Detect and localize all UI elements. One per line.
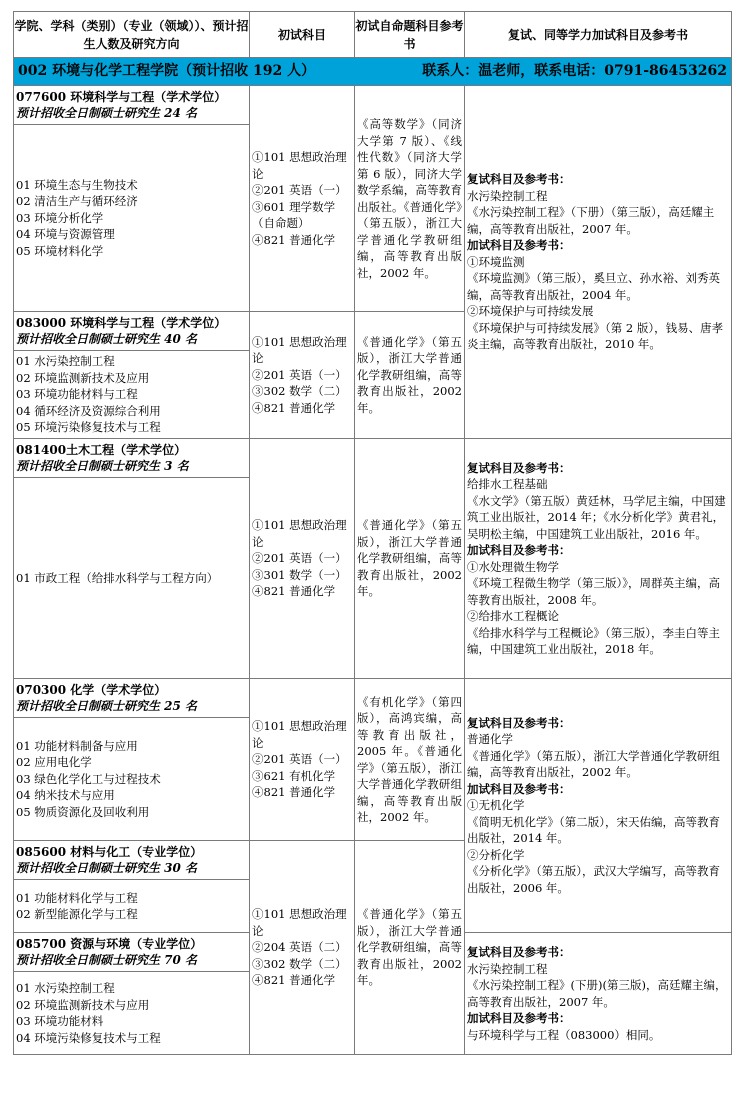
subject-item: ③302 数学（二） — [252, 384, 347, 399]
college-title: 002 环境与化学工程学院（预计招收 192 人） — [18, 63, 316, 79]
exam-subjects — [250, 439, 355, 679]
subject-item: ③302 数学（二） — [252, 956, 347, 971]
college-contact: 联系人：温老师，联系电话：0791-86453262 — [422, 63, 727, 79]
direction-item: 03 环境功能材料与工程 — [16, 387, 138, 402]
subject-item: ④821 普通化学 — [252, 400, 336, 415]
retest-block — [465, 439, 732, 679]
subject-item: ①101 思想政治理论 — [252, 719, 347, 750]
major-head-row — [14, 679, 732, 718]
retest-line: 水污染控制工程 — [467, 961, 548, 976]
retest-line: 《给排水科学与工程概论》（第三版），李圭白等主编，中国建筑工业出版社，2018 年。 — [467, 625, 720, 656]
retest-line: 给排水工程基础 — [467, 477, 548, 491]
direction-item: 04 纳米技术与应用 — [16, 788, 115, 803]
retest-heading: 加试科目及参考书： — [467, 238, 571, 253]
subject-item: ④821 普通化学 — [252, 584, 336, 599]
major-header — [14, 933, 250, 972]
major-name: 077600 环境科学与工程（学术学位） — [16, 89, 227, 104]
retest-block — [465, 679, 732, 933]
direction-item: 04 循环经济及资源综合利用 — [16, 403, 161, 418]
enrollment-plan: 预计招收全日制硕士研究生 25 名 — [16, 699, 198, 713]
table-header-row — [14, 12, 732, 58]
retest-line: 《水文学》（第五版）黄廷林，马学尼主编，中国建筑工业出版社，2014 年；《水分析化学》黄君礼，吴明松主编，中国建筑工业出版社，2016 年。 — [467, 493, 726, 541]
direction-item: 01 水污染控制工程 — [16, 981, 115, 995]
retest-line: 《环境工程微生物学（第三版）》，周群英主编，高等教育出版社，2008 年。 — [467, 576, 720, 607]
major-head-row — [14, 439, 732, 478]
exam-subjects — [250, 312, 355, 439]
major-head-row — [14, 86, 732, 125]
direction-item: 03 环境分析化学 — [16, 210, 104, 225]
direction-item: 02 环境监测新技术与应用 — [16, 997, 150, 1012]
enrollment-plan: 预计招收全日制硕士研究生 70 名 — [16, 953, 198, 967]
direction-item: 01 功能材料制备与应用 — [16, 738, 138, 753]
direction-item: 02 应用电化学 — [16, 755, 92, 770]
research-directions — [14, 351, 250, 439]
subject-item: ①101 思想政治理论 — [252, 518, 347, 549]
header-col-retest: 复试、同等学力加试科目及参考书 — [465, 12, 732, 58]
header-col-subjects: 初试科目 — [250, 12, 355, 58]
major-header — [14, 312, 250, 351]
direction-item: 02 清洁生产与循环经济 — [16, 194, 138, 209]
retest-line: 水污染控制工程 — [467, 188, 548, 203]
exam-refbooks: 《高等数学》（同济大学第 7 版）、《线性代数》（同济大学第 6 版），同济大学数学系编，高等教育出版社。《普通化学》（第五版），浙江大学普通化学教研组编，高等教育出版社，2002 年。 — [355, 86, 465, 312]
retest-block — [465, 933, 732, 1055]
retest-line: ①无机化学 — [467, 798, 525, 813]
retest-line: ②给排水工程概论 — [467, 609, 559, 623]
direction-item: 01 环境生态与生物技术 — [16, 177, 138, 192]
exam-refbooks: 《有机化学》（第四版），高鸿宾编，高等教育出版社，2005 年。《普通化学》（第五版），浙江大学普通化学教研组编，高等教育出版社，2002 年。 — [355, 679, 465, 841]
major-header — [14, 439, 250, 478]
research-directions — [14, 478, 250, 679]
subject-item: ④821 普通化学 — [252, 785, 336, 800]
subject-item: ①101 思想政治理论 — [252, 150, 347, 181]
exam-refbooks: 《普通化学》（第五版），浙江大学普通化学教研组编，高等教育出版社，2002 年。 — [355, 439, 465, 679]
research-directions — [14, 125, 250, 312]
research-directions — [14, 972, 250, 1055]
subject-item: ②204 英语（二） — [252, 940, 347, 955]
exam-refbooks: 《普通化学》（第五版），浙江大学普通化学教研组编，高等教育出版社，2002 年。 — [355, 312, 465, 439]
retest-line: ①水处理微生物学 — [467, 559, 559, 574]
enrollment-plan: 预计招收全日制硕士研究生 3 名 — [16, 459, 189, 473]
direction-item: 01 水污染控制工程 — [16, 354, 115, 369]
college-banner — [14, 58, 732, 86]
direction-item: 05 环境材料化学 — [16, 243, 104, 258]
direction-item: 05 环境污染修复技术与工程 — [16, 420, 161, 435]
retest-heading: 复试科目及参考书： — [467, 460, 571, 475]
retest-line: 普通化学 — [467, 732, 513, 747]
research-directions — [14, 718, 250, 841]
subject-item: ②201 英语（一） — [252, 183, 347, 197]
retest-line: ①环境监测 — [467, 254, 525, 269]
retest-line: 《环境监测》（第三版），奚旦立、孙水裕、刘秀英编，高等教育出版社，2004 年。 — [467, 271, 720, 302]
direction-item: 03 绿色化学化工与过程技术 — [16, 771, 161, 786]
direction-item: 04 环境污染修复技术与工程 — [16, 1030, 161, 1045]
retest-line: 《普通化学》（第五版），浙江大学普通化学教研组编，高等教育出版社，2002 年。 — [467, 748, 720, 780]
research-directions — [14, 880, 250, 933]
subject-item: ①101 思想政治理论 — [252, 907, 347, 938]
subject-item: ③601 理学数学（自命题） — [252, 199, 336, 230]
subject-item: ③301 数学（一） — [252, 567, 347, 582]
major-name: 081400土木工程（学术学位） — [16, 442, 187, 457]
retest-line: 与环境科学与工程（083000）相同。 — [467, 1027, 661, 1042]
direction-item: 04 环境与资源管理 — [16, 227, 115, 242]
enrollment-plan: 预计招收全日制硕士研究生 40 名 — [16, 332, 198, 346]
direction-item: 02 环境监测新技术及应用 — [16, 370, 150, 385]
exam-subjects — [250, 679, 355, 841]
exam-subjects — [250, 86, 355, 312]
header-col-refbooks: 初试自命题科目参考书 — [355, 12, 465, 58]
retest-line: 《简明无机化学》（第二版），宋天佑编，高等教育出版社，2014 年。 — [467, 814, 720, 846]
subject-item: ③621 有机化学 — [252, 768, 336, 783]
major-name: 085600 材料与化工（专业学位） — [16, 844, 203, 859]
retest-line: ②分析化学 — [467, 847, 525, 862]
direction-item: 02 新型能源化学与工程 — [16, 907, 138, 921]
direction-item: 01 市政工程（给排水科学与工程方向） — [16, 570, 219, 585]
major-header — [14, 679, 250, 718]
major-name: 070300 化学（学术学位） — [16, 682, 167, 697]
direction-item: 01 功能材料化学与工程 — [16, 890, 138, 905]
exam-refbooks: 《普通化学》（第五版），浙江大学普通化学教研组编，高等教育出版社，2002 年。 — [355, 841, 465, 1055]
exam-subjects — [250, 841, 355, 1055]
retest-block — [465, 86, 732, 439]
retest-line: 《水污染控制工程》（下册）（第三版），高廷耀主编，高等教育出版社，2007 年。 — [467, 205, 715, 236]
major-header — [14, 86, 250, 125]
retest-line: ②环境保护与可持续发展 — [467, 304, 594, 319]
retest-heading: 加试科目及参考书： — [467, 781, 571, 796]
admission-table — [13, 11, 732, 1055]
retest-line: 《水污染控制工程》(下册)(第三版)，高廷耀主编，高等教育出版社，2007 年。 — [467, 978, 727, 1009]
retest-line: 《环境保护与可持续发展》（第 2 版），钱易、唐孝炎主编，高等教育出版社，2010 年。 — [467, 320, 724, 352]
major-name: 083000 环境科学与工程（学术学位） — [16, 315, 227, 330]
subject-item: ④821 普通化学 — [252, 973, 336, 988]
direction-item: 03 环境功能材料 — [16, 1014, 104, 1028]
subject-item: ①101 思想政治理论 — [252, 334, 347, 366]
subject-item: ②201 英语（一） — [252, 367, 347, 382]
major-name: 085700 资源与环境（专业学位） — [16, 936, 203, 951]
major-header — [14, 841, 250, 880]
enrollment-plan: 预计招收全日制硕士研究生 30 名 — [16, 861, 198, 875]
subject-item: ②201 英语（一） — [252, 752, 347, 767]
retest-heading: 复试科目及参考书： — [467, 945, 571, 959]
subject-item: ②201 英语（一） — [252, 551, 347, 566]
retest-heading: 加试科目及参考书： — [467, 1011, 571, 1025]
retest-heading: 加试科目及参考书： — [467, 543, 571, 557]
direction-item: 05 物质资源化及回收利用 — [16, 804, 150, 819]
retest-heading: 复试科目及参考书： — [467, 715, 571, 730]
enrollment-plan: 预计招收全日制硕士研究生 24 名 — [16, 106, 198, 120]
college-row — [14, 58, 732, 86]
header-col-direction: 学院、学科（类别）（专业（领域））、预计招生人数及研究方向 — [14, 12, 250, 58]
retest-heading: 复试科目及参考书： — [467, 172, 571, 187]
retest-line: 《分析化学》（第五版），武汉大学编写，高等教育出版社，2006 年。 — [467, 864, 720, 895]
subject-item: ④821 普通化学 — [252, 232, 336, 247]
